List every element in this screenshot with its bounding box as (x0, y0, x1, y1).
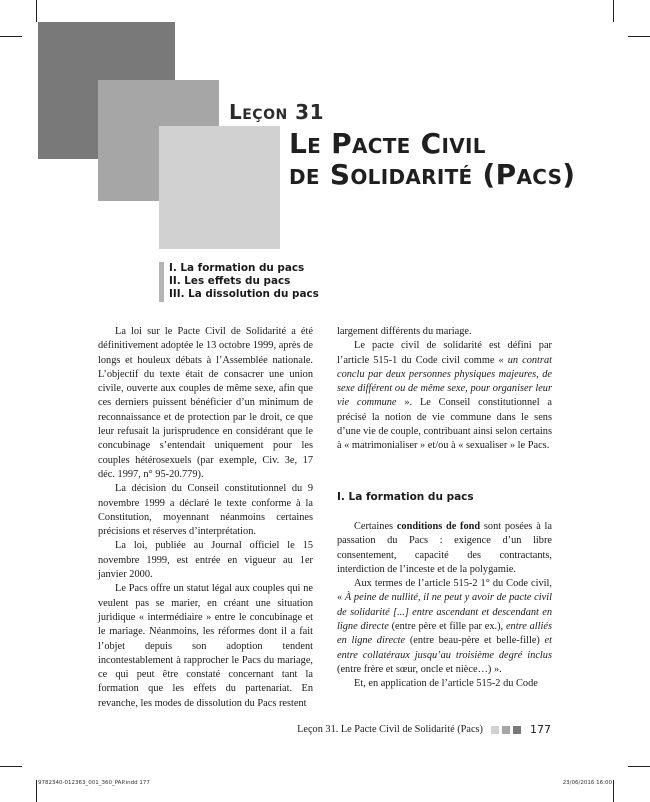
crop-mark (0, 766, 22, 767)
toc-item: II. Les effets du pacs (169, 275, 291, 288)
page-footer (297, 723, 551, 736)
body-column-left (98, 325, 313, 711)
paragraph: La décision du Conseil constitutionnel du 9 novembre 1999 a déclaré le texte conforme à la Constitution, moyennant néanmoins certaines précisions et réserves d’interprétation. (98, 483, 313, 538)
title-line-2: de Solidarité (Pacs) (289, 158, 576, 191)
crop-mark (628, 36, 650, 37)
toc-item: III. La dissolution du pacs (169, 288, 319, 301)
quoted-text: et entre collatéraux jusqu’au troisième degré inclus (337, 635, 552, 661)
text-run: Aux termes de l’article 515-2 1° du Code civil, « (337, 578, 552, 604)
text-run: Le pacte civil de solidarité est défini par l’article 515-1 du Code civil comme « (337, 340, 552, 366)
text-run: ». Le Conseil constitutionnel a précisé la notion de vie commune dans le sens d’une vie de couple, contribuant ainsi selon certains à « matrimonialiser » et/ou à « sexualiser » le Pacs. (337, 397, 553, 452)
decorative-square-light (159, 126, 280, 249)
quoted-text: entre alliés en ligne directe (337, 621, 553, 647)
emphasis-text: conditions de fond (396, 520, 481, 532)
paragraph: La loi sur le Pacte Civil de Solidarité a été définitivement adoptée le 13 octobre 1999, après de longs et houleux débats à l’Assemblée nationale. L’objectif du texte était de consacrer une union civile, ouverte aux couples de même sexe, afin que ces derniers puissent bénéficier d’un minimum de reconnaissance et de protection par le droit, ce que leur refusait la jurisprudence en considérant que le concubinage s’entendait uniquement pour les couples hétérosexuels (par exemple, Civ. 3e, 17 déc. 1997, n° 95-20.779). (98, 326, 313, 480)
title-line-1: Le Pacte Civil (289, 127, 486, 160)
crop-mark (0, 36, 22, 37)
paragraph: Le Pacs offre un statut légal aux couples qui ne veulent pas se marier, en créant une situation juridique « intermédiaire » entre le concubinage et le mariage. Néanmoins, les réformes dont il a fait l’objet depuis son adoption tendent incontestablement à rapprocher le Pacs du mariage, ce qui peut être constaté concernant tant la formation que les effets du partenariat. En revanche, les modes de dissolution du Pacs restent (98, 583, 313, 709)
footer-square-icon (513, 726, 521, 734)
text-run: (entre beau-père et belle-fille) (405, 635, 545, 647)
paragraph: La loi, publiée au Journal officiel le 15 novembre 1999, est entrée en vigueur au 1er janvier 2000. (98, 540, 313, 581)
footer-square-icon (491, 726, 499, 734)
crop-mark (613, 0, 614, 22)
footer-square-icon (502, 726, 510, 734)
quoted-text: un contrat conclu par deux personnes physiques majeures, de sexe différent ou de même sexe, pour organiser leur vie commune (337, 354, 552, 409)
page-title (289, 128, 575, 190)
lesson-label: Leçon 31 (229, 100, 324, 124)
table-of-contents (159, 262, 319, 302)
text-run: (entre frère et sœur, oncle et nièce…) ». (337, 663, 502, 675)
text-run: sont posées à la passation du Pacs : exigence d’un libre consentement, capacité des contractants, interdiction de l’inceste et de la polygamie. (337, 520, 552, 575)
paragraph (337, 339, 552, 453)
section-heading: I. La formation du pacs (337, 490, 474, 503)
print-slug-datetime: 23/06/2016 16:00 (562, 780, 612, 786)
crop-mark (36, 780, 37, 802)
quoted-text: À peine de nullité, il ne peut y avoir de pacte civil de solidarité [...] entre ascendant et descendant en ligne directe (337, 592, 552, 633)
body-column-right (337, 325, 552, 692)
crop-mark (36, 0, 37, 22)
page-number: 177 (530, 723, 551, 736)
crop-mark (628, 766, 650, 767)
running-head: Leçon 31. Le Pacte Civil de Solidarité (Pacs) (297, 724, 483, 735)
text-run: Certaines (354, 520, 397, 532)
paragraph: largement différents du mariage. (337, 326, 472, 337)
text-run: (entre père et fille par ex.), (388, 621, 506, 633)
toc-item: I. La formation du pacs (169, 262, 305, 274)
crop-mark (613, 780, 614, 802)
print-slug-filename: 9782340-012363_001_360_PAP.indd 177 (38, 780, 150, 786)
paragraph (337, 577, 552, 677)
paragraph (337, 520, 552, 577)
paragraph: Et, en application de l’article 515-2 du Code (354, 678, 538, 690)
